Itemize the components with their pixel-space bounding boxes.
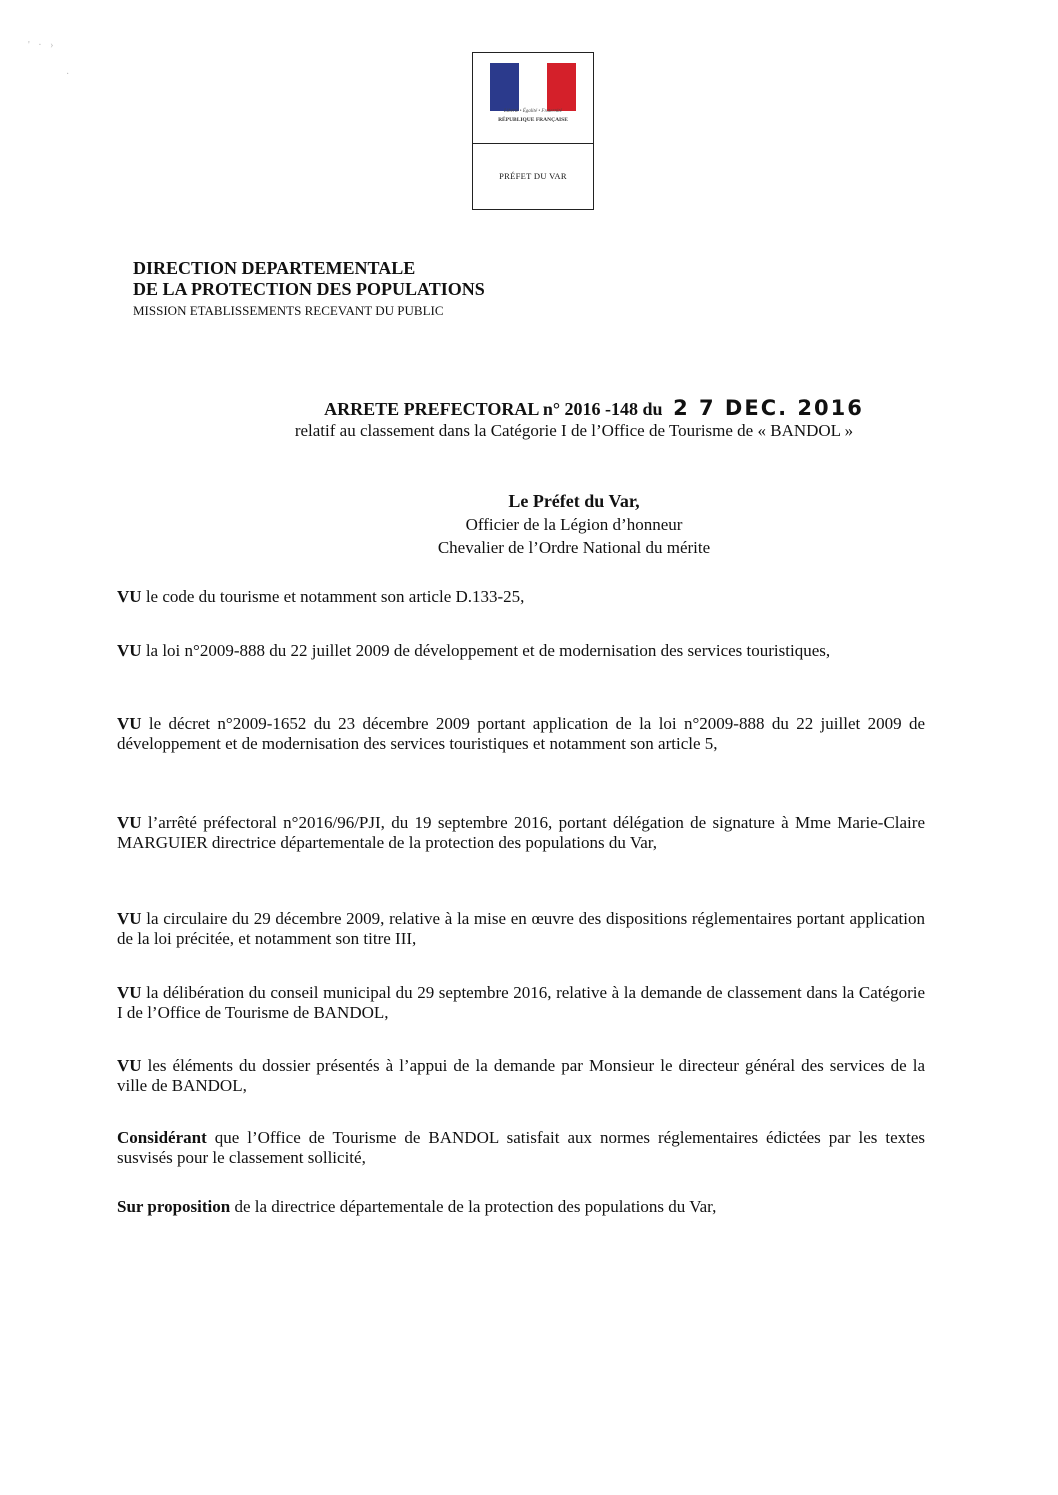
flag-band-blue xyxy=(490,63,519,111)
paragraph-lead: VU xyxy=(117,714,142,733)
department-line-3: MISSION ETABLISSEMENTS RECEVANT DU PUBLIC xyxy=(133,303,444,318)
paragraph-lead: VU xyxy=(117,1056,142,1075)
paragraph xyxy=(117,714,925,753)
paragraph xyxy=(117,813,925,852)
paragraph xyxy=(117,587,925,607)
paragraph-lead: VU xyxy=(117,983,142,1002)
prefet-block xyxy=(0,490,1058,559)
scan-mark-dot: · xyxy=(66,69,73,80)
paragraph-lead: VU xyxy=(117,813,142,832)
prefet-name: Le Préfet du Var, xyxy=(508,491,640,511)
marianne-flag-icon xyxy=(490,63,576,111)
prefet-title-1: Officier de la Légion d’honneur xyxy=(465,515,683,534)
flag-band-white xyxy=(519,63,548,111)
paragraph-lead: Considérant xyxy=(117,1128,207,1147)
paragraph xyxy=(117,983,925,1022)
arrete-title-text: ARRETE PREFECTORAL n° 2016 -148 du xyxy=(324,399,663,419)
paragraph-text: de la directrice départementale de la protection des populations du Var, xyxy=(230,1197,717,1216)
paragraph-lead: Sur proposition xyxy=(117,1197,231,1216)
republic-motto: Liberté • Égalité • Fraternité xyxy=(504,109,562,114)
paragraph xyxy=(117,1128,925,1167)
department-line-1: DIRECTION DEPARTEMENTALE xyxy=(133,258,416,278)
logo-divider xyxy=(473,143,593,144)
paragraph-text: les éléments du dossier présentés à l’appui de la demande par Monsieur le directeur général des services de la ville de BANDOL, xyxy=(117,1056,925,1095)
paragraph-text: que l’Office de Tourisme de BANDOL satisfait aux normes réglementaires édictées par les textes susvisés pour le classement sollicité, xyxy=(117,1128,925,1167)
paragraph-text: le code du tourisme et notamment son article D.133-25, xyxy=(141,587,525,606)
arrete-subtitle: relatif au classement dans la Catégorie I de l’Office de Tourisme de « BANDOL » xyxy=(294,421,854,440)
paragraph xyxy=(117,1056,925,1095)
prefet-label: PRÉFET DU VAR xyxy=(499,171,567,181)
flag-band-red xyxy=(547,63,576,111)
paragraph-text: le décret n°2009-1652 du 23 décembre 2009 portant application de la loi n°2009-888 du 22 juillet 2009 de développement et de modernisation des services touristiques et notamment son article 5, xyxy=(117,714,925,753)
paragraph-lead: VU xyxy=(117,909,142,928)
prefecture-logo xyxy=(472,52,594,210)
department-line-2: DE LA PROTECTION DES POPULATIONS xyxy=(133,279,485,299)
paragraph xyxy=(117,1197,925,1217)
paragraph-text: la loi n°2009-888 du 22 juillet 2009 de développement et de modernisation des services touristiques, xyxy=(141,641,831,660)
prefet-title-2: Chevalier de l’Ordre National du mérite xyxy=(437,538,711,557)
paragraph xyxy=(117,909,925,948)
department-header xyxy=(133,258,485,322)
paragraph-text: l’arrêté préfectoral n°2016/96/PJI, du 19 septembre 2016, portant délégation de signature à Mme Marie-Claire MARGUIER directrice départementale de la protection des populations du Var, xyxy=(117,813,925,852)
arrete-title xyxy=(0,396,1058,420)
paragraph-text: la circulaire du 29 décembre 2009, relative à la mise en œuvre des dispositions réglementaires portant application de la loi précitée, et notamment son titre III, xyxy=(117,909,925,948)
scan-mark-top: ' · › xyxy=(28,40,57,51)
republic-label: RÉPUBLIQUE FRANÇAISE xyxy=(498,117,568,123)
paragraph-text: la délibération du conseil municipal du 29 septembre 2016, relative à la demande de classement dans la Catégorie I de l’Office de Tourisme de BANDOL, xyxy=(117,983,925,1022)
date-stamp: 2 7 DEC. 2016 xyxy=(673,396,864,420)
paragraph xyxy=(117,641,925,661)
paragraph-lead: VU xyxy=(117,641,142,660)
paragraph-lead: VU xyxy=(117,587,142,606)
scan-marks xyxy=(28,40,72,80)
